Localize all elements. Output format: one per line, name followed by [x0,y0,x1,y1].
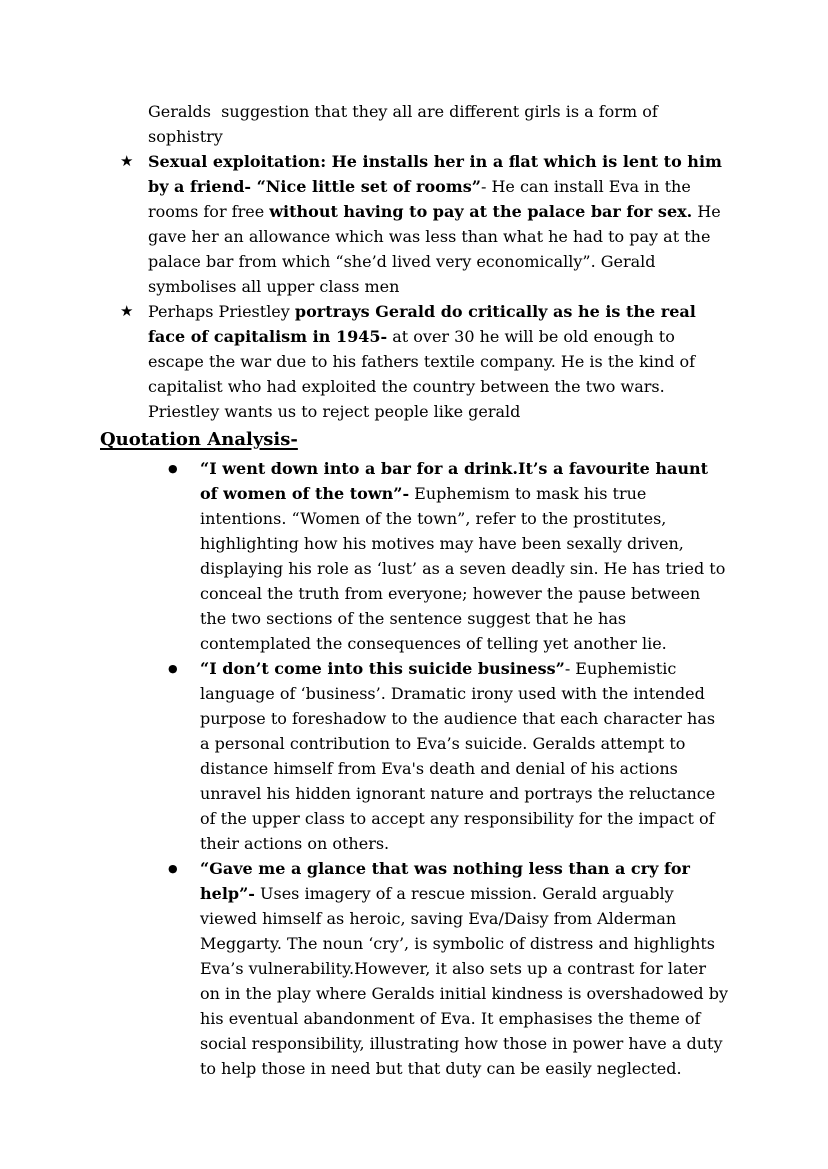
quote-bullet-item-bar-drink [100,456,731,656]
dot-bullet-icon: ● [168,662,178,675]
quote-bullet-item-suicide-business [100,656,728,856]
text-segment: without having to pay at the palace bar for sex. [269,202,693,221]
text-segment: Euphemism to mask his true intentions. “Women of the town”, refer to the prostitutes, highlighting how his motives may have been sexally driven, displaying his role as ‘lust’ as a seven deadly sin. He has tried to conceal the truth from everyone; however the pause between the two sections of the sentence suggest that he has contemplated the consequences of telling yet another lie. [200,484,731,653]
star-bullet-item-sexual-exploitation [100,149,728,299]
text-segment: Perhaps Priestley [148,302,295,321]
bullet-text [200,856,734,1081]
dot-bullet-icon: ● [168,862,178,875]
star-bullet-icon: ★ [120,152,134,170]
text-segment: “I don’t come into this suicide business” [200,659,565,678]
section-heading-text: Quotation Analysis- [100,429,298,450]
continuation-paragraph [148,99,728,149]
star-bullet-item-priestley-capitalism [100,299,728,424]
text-segment: Uses imagery of a rescue mission. Gerald arguably viewed himself as heroic, saving Eva/Daisy from Alderman Meggarty. The noun ‘cry’, is symbolic of distress and highlights Eva’s vulnerability.However, it also sets up a contrast for later on in the play where Geralds initial kindness is overshadowed by his eventual abandonment of Eva. It emphasises the theme of social responsibility, illustrating how those in power have a duty to help those in need but that duty can be easily neglected. [200,884,734,1078]
dot-bullet-icon: ● [168,462,178,475]
text-segment: at over 30 he will be old enough to escape the war due to his fathers textile company. He is the kind of capitalist who had exploited the country between the two wars. Priestley wants us to reject people like gerald [148,327,701,421]
text-segment: - Euphemistic language of ‘business’. Dramatic irony used with the intended purpose to foreshadow to the audience that each character has a personal contribution to Eva’s suicide. Geralds attempt to distance himself from Eva's death and denial of his actions unravel his hidden ignorant nature and portrays the reluctance of the upper class to accept any responsibility for the impact of their actions on others. [200,659,721,853]
text-segment: portrays Gerald do critically as he is the real face of capitalism in 1945- [148,302,702,346]
quote-bullet-item-cry-for-help [100,856,734,1081]
bullet-text [148,149,728,299]
bullet-text [200,456,731,656]
bullet-text [148,299,728,424]
text-segment: He gave her an allowance which was less than what he had to pay at the palace bar from which “she’d lived very economically”. Gerald symbolises all upper class men [148,202,726,296]
star-bullet-icon: ★ [120,302,134,320]
text-segment: Sexual exploitation: He installs her in a flat which is lent to him by a friend- “Nice little set of rooms” [148,152,728,196]
text-segment: “Gave me a glance that was nothing less than a cry for help”- [200,859,696,903]
section-heading [100,425,728,454]
bullet-text [200,656,728,856]
text-segment: - He can install Eva in the rooms for free [148,177,696,221]
text-segment: “I went down into a bar for a drink.It’s a favourite haunt of women of the town”- [200,459,714,503]
text-segment: Geralds suggestion that they all are different girls is a form of sophistry [148,102,663,146]
